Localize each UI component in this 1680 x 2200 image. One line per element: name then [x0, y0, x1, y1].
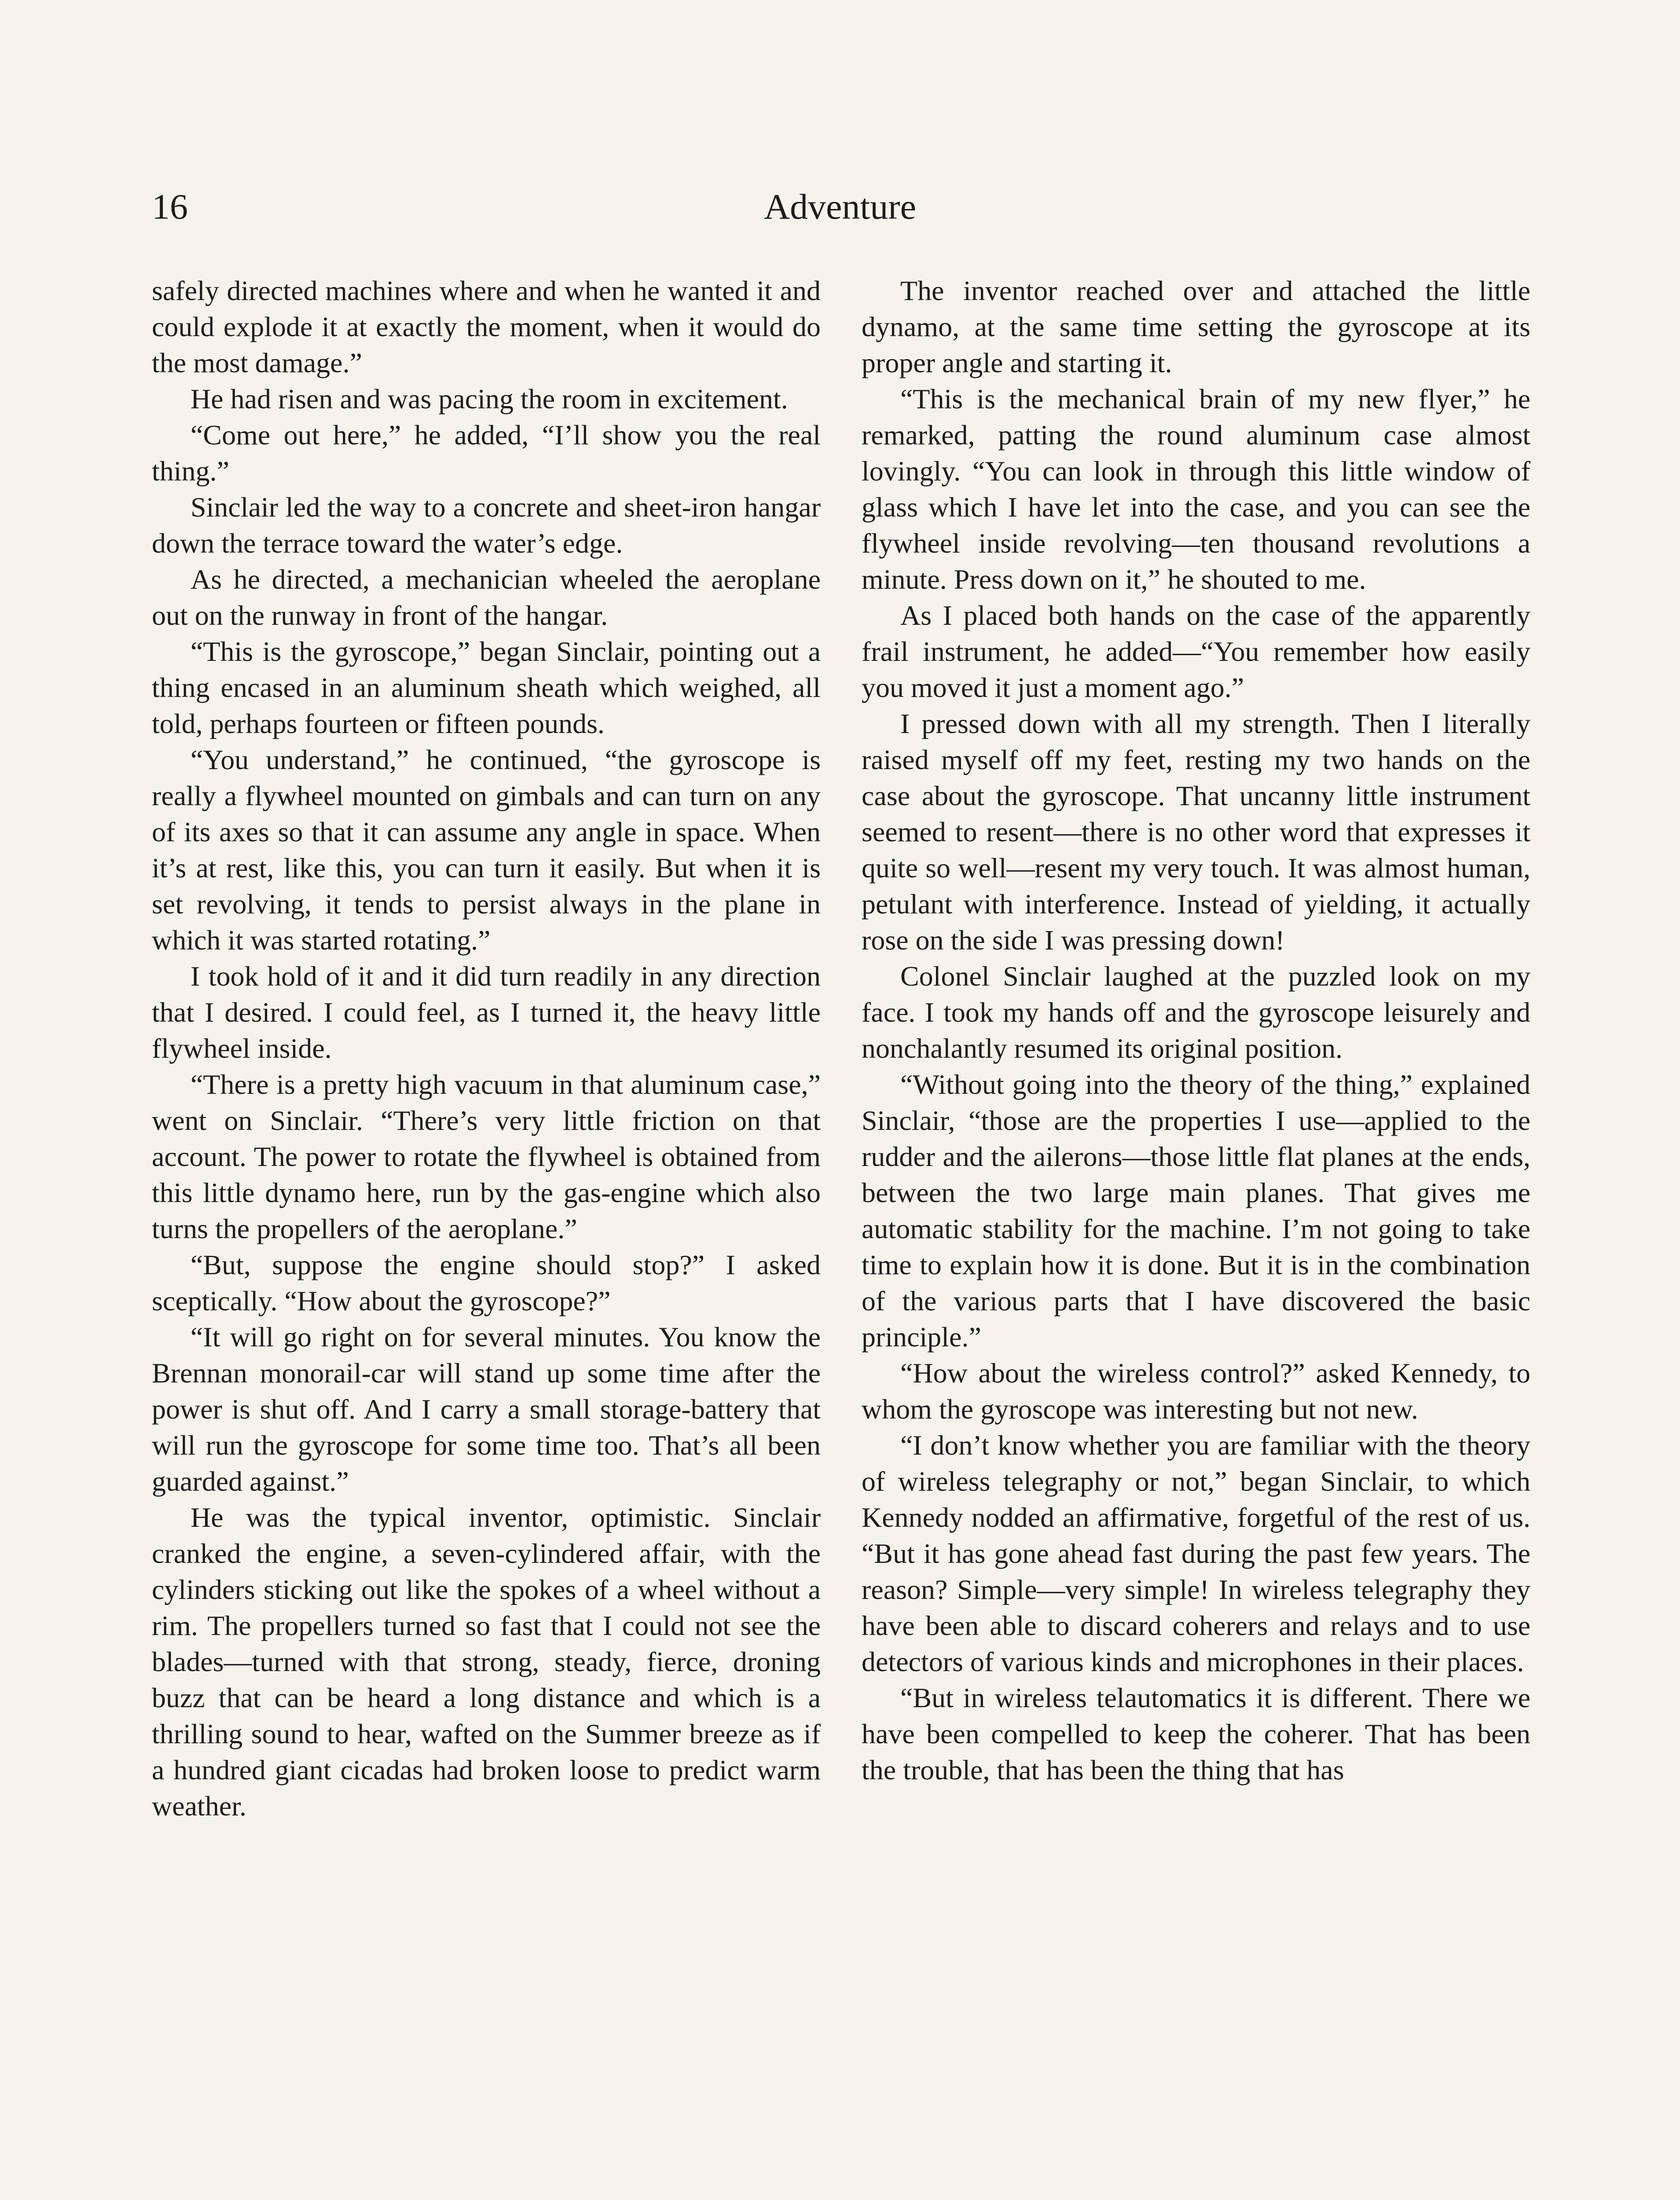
left-column [152, 273, 821, 1824]
paragraph: safely directed machines where and when he wanted it and could explode it at exactly the moment, when it would do the most damage.” [152, 275, 821, 378]
page-header [152, 180, 1528, 238]
magazine-title: Adventure [763, 187, 917, 227]
paragraph: As he directed, a mechanician wheeled the aeroplane out on the runway in front of the hangar. [152, 564, 821, 631]
paragraph: “But in wireless telautomatics it is different. There we have been compelled to keep the coherer. That has been the trouble, that has been the thing that has [862, 1682, 1530, 1786]
paragraph: “There is a pretty high vacuum in that aluminum case,” went on Sinclair. “There’s very little friction on that account. The power to rotate the flywheel is obtained from this little dynamo here, run by the gas-engine which also turns the propellers of the aeroplane.” [152, 1069, 821, 1244]
paragraph: Sinclair led the way to a concrete and sheet-iron hangar down the terrace toward the water’s edge. [152, 491, 821, 559]
paragraph: Colonel Sinclair laughed at the puzzled look on my face. I took my hands off and the gyroscope leisurely and nonchalantly resumed its original position. [862, 961, 1530, 1064]
paragraph: He had risen and was pacing the room in excitement. [191, 383, 788, 414]
right-column [862, 273, 1530, 1788]
paragraph: He was the typical inventor, optimistic. Sinclair cranked the engine, a seven-cylindered affair, with the cylinders sticking out like the spokes of a wheel without a rim. The propellers turned so fast that I could not see the blades—turned with that strong, steady, fierce, droning buzz that can be heard a long distance and which is a thrilling sound to hear, wafted on the Summer breeze as if a hundred giant cicadas had broken loose to predict warm weather. [152, 1502, 821, 1822]
paragraph: “This is the mechanical brain of my new flyer,” he remarked, patting the round aluminum case almost lovingly. “You can look in through this little window of glass which I have let into the case, and you can see the flywheel inside revolving—ten thousand revolutions a minute. Press down on it,” he shouted to me. [862, 383, 1530, 595]
paragraph: I pressed down with all my strength. Then I literally raised myself off my feet, resting my two hands on the case about the gyroscope. That uncanny little instrument seemed to resent—there is no other word that expresses it quite so well—resent my very touch. It was almost human, petulant with interference. Instead of yielding, it actually rose on the side I was pressing down! [862, 708, 1530, 956]
paragraph: “This is the gyroscope,” began Sinclair, pointing out a thing encased in an aluminum sheath which weighed, all told, perhaps fourteen or fifteen pounds. [152, 636, 821, 739]
paragraph: “But, suppose the engine should stop?” I asked sceptically. “How about the gyroscope?” [152, 1249, 821, 1316]
paragraph: The inventor reached over and attached the little dynamo, at the same time setting the gyroscope at its proper angle and starting it. [862, 275, 1530, 378]
paragraph: “You understand,” he continued, “the gyroscope is really a flywheel mounted on gimbals and can turn on any of its axes so that it can assume any angle in space. When it’s at rest, like this, you can turn it easily. But when it is set revolving, it tends to persist always in the plane in which it was started rotating.” [152, 744, 821, 956]
paragraph: “I don’t know whether you are familiar with the theory of wireless telegraphy or not,” began Sinclair, to which Kennedy nodded an affirmative, forgetful of the rest of us. “But it has gone ahead fast during the past few years. The reason? Simple—very simple! In wireless telegraphy they have been able to discard coherers and relays and to use detectors of various kinds and microphones in their places. [862, 1430, 1530, 1677]
paragraph: “Come out here,” he added, “I’ll show you the real thing.” [152, 419, 821, 487]
paragraph: I took hold of it and it did turn readily in any direction that I desired. I could feel, as I turned it, the heavy little flywheel inside. [152, 961, 821, 1064]
paragraph: “How about the wireless control?” asked Kennedy, to whom the gyroscope was interesting but not new. [862, 1357, 1530, 1425]
paragraph: As I placed both hands on the case of the apparently frail instrument, he added—“You remember how easily you moved it just a moment ago.” [862, 600, 1530, 703]
paragraph: “It will go right on for several minutes. You know the Brennan monorail-car will stand up some time after the power is shut off. And I carry a small storage-battery that will run the gyroscope for some time too. That’s all been guarded against.” [152, 1321, 821, 1497]
paragraph: “Without going into the theory of the thing,” explained Sinclair, “those are the properties I use—applied to the rudder and the ailerons—those little flat planes at the ends, between the two large main planes. That gives me automatic stability for the machine. I’m not going to take time to explain how it is done. But it is in the combination of the various parts that I have discovered the basic principle.” [862, 1069, 1530, 1353]
page-number: 16 [152, 187, 188, 227]
